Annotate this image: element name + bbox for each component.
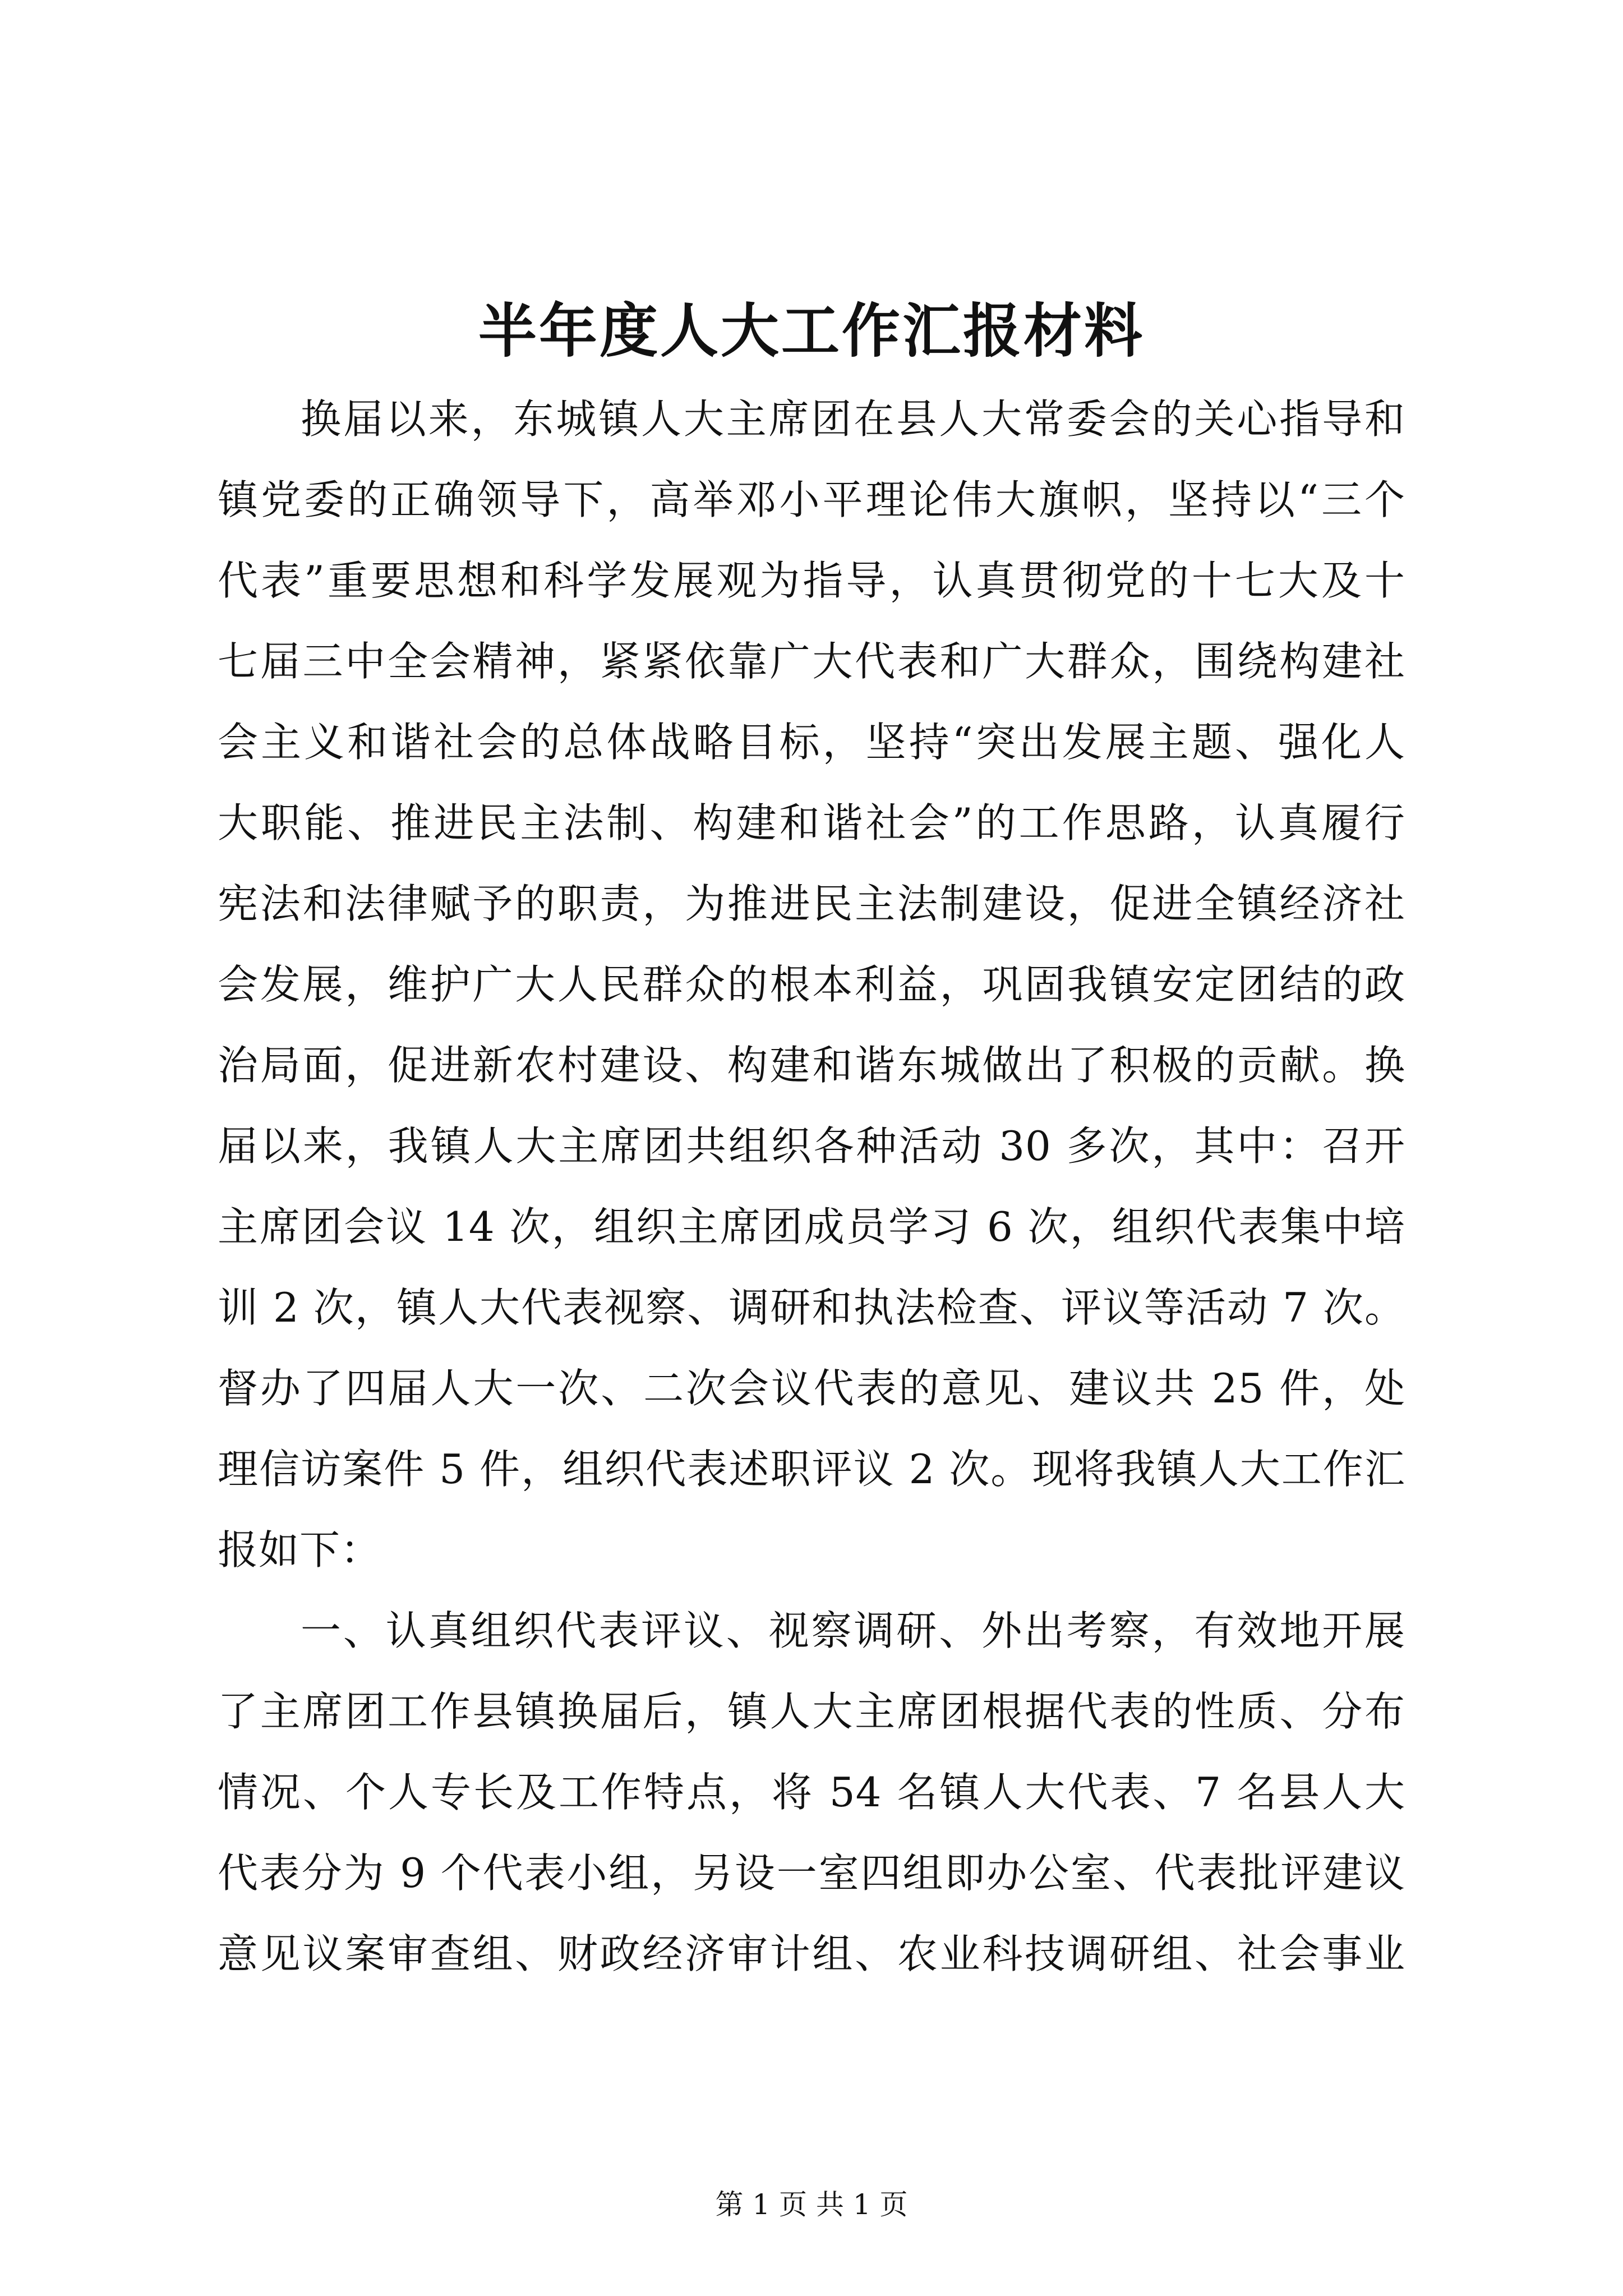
- document-body: [218, 379, 1405, 1994]
- paragraph-line: 意见议案审查组、财政经济审计组、农业科技调研组、社会事业: [218, 1930, 1405, 1977]
- paragraph-line: 届以来，我镇人大主席团共组织各种活动 30 多次，其中：召开: [218, 1122, 1405, 1170]
- paragraph-1: [218, 379, 1405, 1590]
- paragraph-line: 代表分为 9 个代表小组，另设一室四组即办公室、代表批评建议: [218, 1849, 1405, 1897]
- paragraph-line: 镇党委的正确领导下，高举邓小平理论伟大旗帜，坚持以“三个: [218, 476, 1405, 523]
- paragraph-line: 宪法和法律赋予的职责，为推进民主法制建设，促进全镇经济社: [218, 880, 1405, 927]
- paragraph-2: [218, 1590, 1405, 1994]
- paragraph-line: 理信访案件 5 件，组织代表述职评议 2 次。现将我镇人大工作汇: [218, 1446, 1405, 1493]
- paragraph-line: 训 2 次，镇人大代表视察、调研和执法检查、评议等活动 7 次。: [218, 1284, 1405, 1331]
- document-title: 半年度人大工作汇报材料: [478, 296, 1145, 365]
- paragraph-line: 一、认真组织代表评议、视察调研、外出考察，有效地开展: [301, 1607, 1405, 1654]
- paragraph-line: 会主义和谐社会的总体战略目标，坚持“突出发展主题、强化人: [218, 719, 1405, 766]
- paragraph-line: 了主席团工作县镇换届后，镇人大主席团根据代表的性质、分布: [218, 1688, 1405, 1735]
- paragraph-line: 治局面，促进新农村建设、构建和谐东城做出了积极的贡献。换: [218, 1042, 1405, 1089]
- paragraph-line: 换届以来，东城镇人大主席团在县人大常委会的关心指导和: [301, 395, 1405, 443]
- paragraph-line: 会发展，维护广大人民群众的根本利益，巩固我镇安定团结的政: [218, 961, 1405, 1008]
- paragraph-line: 大职能、推进民主法制、构建和谐社会”的工作思路，认真履行: [218, 799, 1405, 846]
- paragraph-line: 报如下：: [218, 1526, 382, 1573]
- paragraph-line: 督办了四届人大一次、二次会议代表的意见、建议共 25 件，处: [218, 1365, 1405, 1412]
- paragraph-line: 情况、个人专长及工作特点，将 54 名镇人大代表、7 名县人大: [218, 1769, 1405, 1816]
- paragraph-line: 主席团会议 14 次，组织主席团成员学习 6 次，组织代表集中培: [218, 1203, 1405, 1250]
- page-footer: 第 1 页 共 1 页: [715, 2188, 908, 2221]
- paragraph-line: 七届三中全会精神，紧紧依靠广大代表和广大群众，围绕构建社: [218, 638, 1405, 685]
- paragraph-line: 代表”重要思想和科学发展观为指导，认真贯彻党的十七大及十: [218, 557, 1405, 604]
